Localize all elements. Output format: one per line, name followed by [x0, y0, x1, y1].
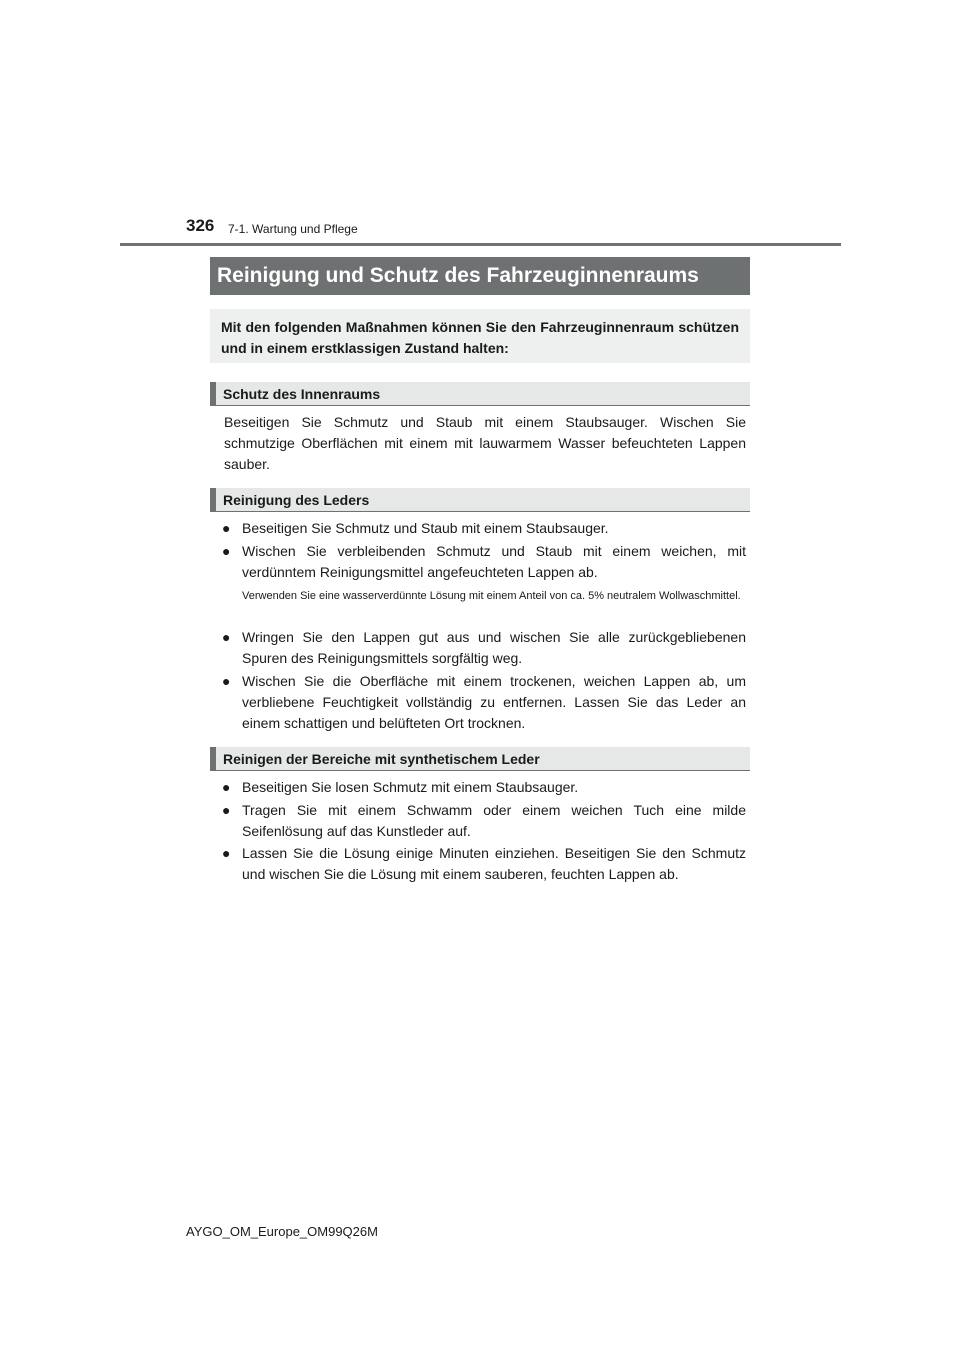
- list-item-text: Wringen Sie den Lappen gut aus und wischen Sie alle zurückgebliebenen Spuren des Reinigungsmittels sorgfältig weg.: [242, 629, 746, 666]
- list-item: [222, 671, 746, 734]
- list-item-text: Beseitigen Sie Schmutz und Staub mit einem Staubsauger.: [242, 520, 609, 536]
- list-item: [222, 627, 746, 669]
- footer-document-id: AYGO_OM_Europe_OM99Q26M: [186, 1224, 378, 1239]
- bullet-icon: ●: [222, 845, 231, 861]
- section-heading-schutz: Schutz des Innenraums: [210, 382, 750, 406]
- page-number: 326: [186, 216, 215, 235]
- page-header: [186, 216, 746, 240]
- list-item-text: Lassen Sie die Lösung einige Minuten einziehen. Beseitigen Sie den Schmutz und wischen Sie die Lösung mit einem sauberen, feuchten Lappen ab.: [242, 845, 746, 882]
- section-heading-synthetisch: Reinigen der Bereiche mit synthetischem Leder: [210, 747, 750, 771]
- list-item-text: Wischen Sie die Oberfläche mit einem trockenen, weichen Lappen ab, um verbliebene Feuchtigkeit vollständig zu entfernen. Lassen Sie das Leder an einem schattigen und belüfteten Ort trocknen.: [242, 673, 746, 731]
- bullet-icon: ●: [222, 673, 231, 689]
- bullet-icon: ●: [222, 802, 231, 818]
- section-heading-leder: Reinigung des Leders: [210, 488, 750, 512]
- list-item-text: Beseitigen Sie losen Schmutz mit einem Staubsauger.: [242, 779, 579, 795]
- list-item: [222, 843, 746, 885]
- header-divider: [120, 243, 841, 246]
- page-title: Reinigung und Schutz des Fahrzeuginnenraums: [210, 257, 750, 295]
- bullet-icon: ●: [222, 629, 231, 645]
- list-item: [222, 518, 746, 539]
- list-item: [222, 777, 746, 798]
- bullet-icon: ●: [222, 779, 231, 795]
- list-item: [222, 800, 746, 842]
- note-text: Verwenden Sie eine wasserverdünnte Lösung mit einem Anteil von ca. 5% neutralem Wollwaschmittel.: [242, 590, 741, 602]
- bullet-icon: ●: [222, 543, 231, 559]
- list-item-text: Wischen Sie verbleibenden Schmutz und Staub mit einem weichen, mit verdünntem Reinigungsmittel angefeuchteten Lappen ab.: [242, 543, 746, 580]
- list-item: [222, 541, 746, 583]
- intro-text: Mit den folgenden Maßnahmen können Sie den Fahrzeuginnenraum schützen und in einem erstklassigen Zustand halten:: [210, 309, 750, 363]
- section-label: 7-1. Wartung und Pflege: [228, 222, 358, 236]
- bullet-icon: ●: [222, 520, 231, 536]
- list-item-text: Tragen Sie mit einem Schwamm oder einem weichen Tuch eine milde Seifenlösung auf das Kunstleder auf.: [242, 802, 746, 839]
- section-paragraph-schutz: Beseitigen Sie Schmutz und Staub mit einem Staubsauger. Wischen Sie schmutzige Oberflächen mit einem mit lauwarmem Wasser befeuchteten Lappen sauber.: [224, 414, 746, 472]
